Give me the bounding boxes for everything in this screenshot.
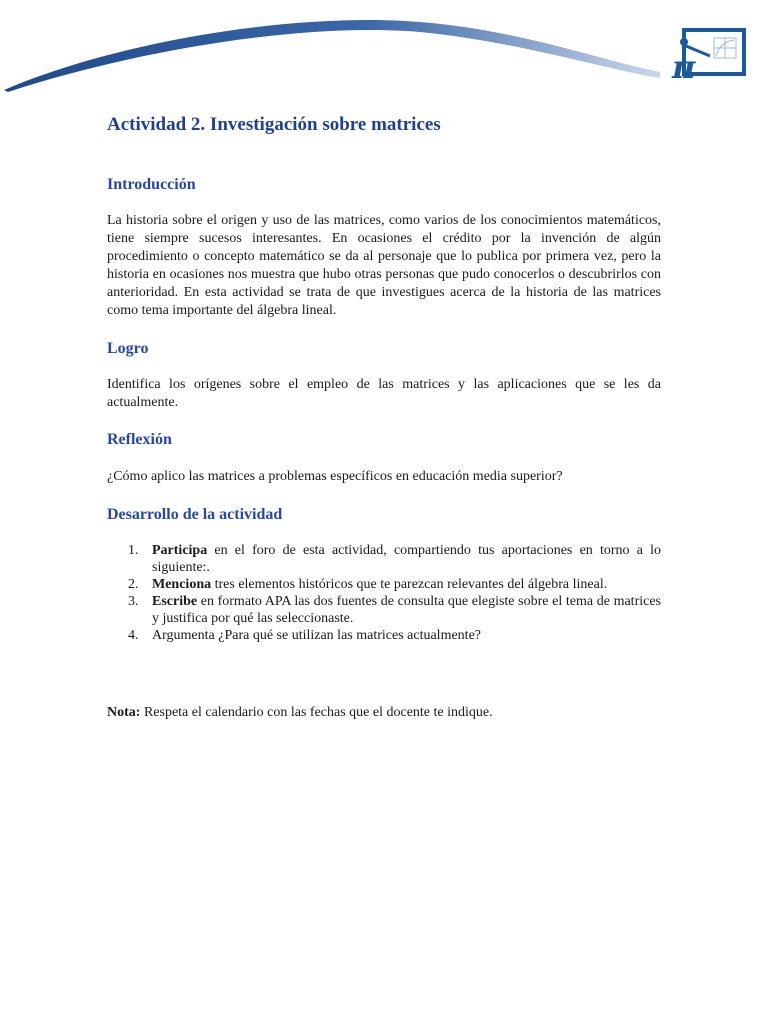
list-item-bold: Escribe: [152, 594, 198, 609]
desarrollo-heading: Desarrollo de la actividad: [107, 506, 283, 523]
list-item: [128, 593, 661, 627]
note: [107, 704, 661, 722]
introduccion-heading: Introducción: [107, 176, 196, 193]
list-item-text: en el foro de esta actividad, compartiendo tus aportaciones en torno a lo siguiente:.: [152, 543, 661, 575]
pi-teacher-board-icon: [670, 24, 750, 84]
logro-paragraph: Identifica los orígenes sobre el empleo de las matrices y las aplicaciones que se les da actualmente.: [107, 377, 661, 410]
list-item-text: en formato APA las dos fuentes de consulta que elegiste sobre el tema de matrices y justifica por qué las seleccionaste.: [152, 594, 661, 626]
header-swoosh: [0, 0, 768, 110]
introduccion-paragraph: La historia sobre el origen y uso de las matrices, como varios de los conocimientos matemáticos, tiene siempre sucesos interesantes. En ocasiones el crédito por la invención de algún procedimiento o concepto matemático se da al personaje que lo publica por primera vez, pero la historia en ocasiones nos muestra que hubo otras personas que pudo conocerlos o descubrirlos con anterioridad. En esta actividad se trata de que investigues acerca de la historia de las matrices como tema importante del álgebra lineal.: [107, 213, 661, 318]
list-item-bold: Participa: [152, 543, 208, 558]
reflexion-paragraph: ¿Cómo aplico las matrices a problemas específicos en educación media superior?: [107, 469, 563, 484]
list-item-bold: Menciona: [152, 577, 212, 592]
reflexion-heading: Reflexión: [107, 431, 172, 448]
note-label: Nota:: [107, 705, 141, 720]
logro-heading: Logro: [107, 340, 149, 357]
list-item-number: 1.: [128, 543, 139, 558]
list-item-number: 4.: [128, 628, 139, 643]
list-item: [128, 542, 661, 576]
document-title: Actividad 2. Investigación sobre matrices: [107, 114, 441, 135]
note-text: Respeta el calendario con las fechas que el docente te indique.: [140, 705, 493, 720]
list-item-number: 3.: [128, 594, 139, 609]
list-item: [128, 627, 661, 644]
list-item-text: Argumenta ¿Para qué se utilizan las matrices actualmente?: [152, 628, 481, 643]
svg-text:π: π: [672, 48, 696, 84]
list-item: [128, 576, 661, 593]
task-list: [107, 542, 661, 644]
list-item-text: tres elementos históricos que te parezcan relevantes del álgebra lineal.: [211, 577, 608, 592]
list-item-number: 2.: [128, 577, 139, 592]
logo: [670, 24, 750, 84]
